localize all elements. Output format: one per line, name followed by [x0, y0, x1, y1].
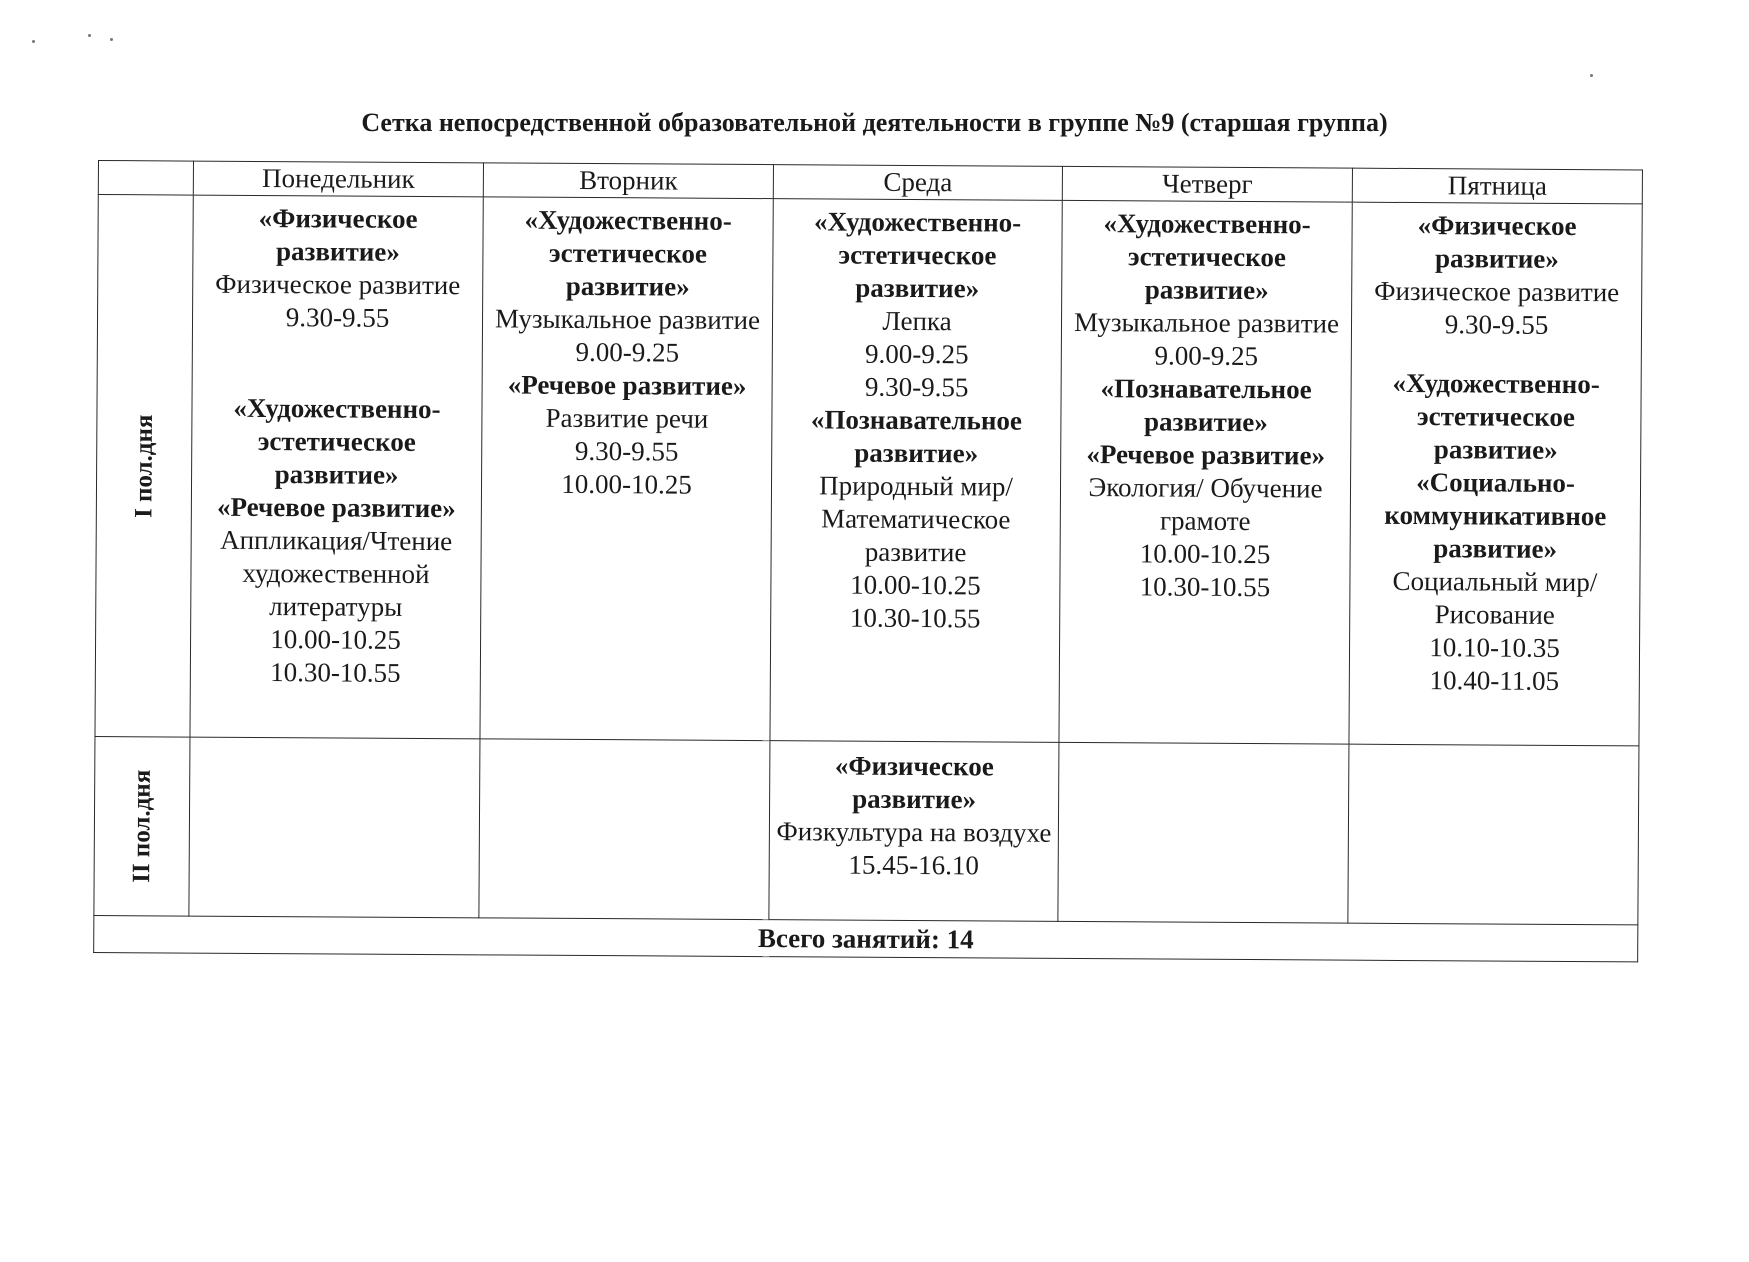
- second-half-label: II пол.дня: [128, 769, 156, 883]
- thursday-area-1: «Художественно-эстетическое развитие»: [1103, 208, 1311, 306]
- page-title: Сетка непосредственной образовательной деятельности в группе №9 (старшая группа): [361, 108, 1388, 137]
- schedule-table: [93, 160, 1643, 962]
- monday-area-2: «Художественно-эстетическое развитие»: [233, 392, 441, 490]
- cell-friday-second-half: [1348, 744, 1639, 925]
- cell-thursday-second-half: [1058, 742, 1349, 923]
- tuesday-activity-2: Развитие речи: [545, 402, 709, 434]
- wednesday-area-2: «Познавательное развитие»: [810, 404, 1023, 469]
- thursday-time-2: 10.00-10.25: [1139, 538, 1271, 570]
- thursday-area-3: «Речевое развитие»: [1086, 439, 1326, 471]
- thursday-time-3: 10.30-10.55: [1139, 571, 1271, 603]
- friday-area-2: «Художественно-эстетическое развитие»: [1392, 367, 1600, 465]
- cell-friday-first-half: [1349, 202, 1642, 746]
- thursday-time-1: 9.00-9.25: [1154, 340, 1259, 372]
- wednesday-area-1: «Художественно-эстетическое развитие»: [813, 206, 1022, 304]
- monday-area-3: «Речевое развитие»: [216, 491, 456, 524]
- second-half-row: [94, 736, 1639, 924]
- cell-monday-first-half: [190, 195, 483, 739]
- wednesday-activity-2: Природный мир/Математическое развитие: [819, 470, 1013, 568]
- monday-time-3: 10.30-10.55: [270, 657, 401, 688]
- friday-time-1: 9.30-9.55: [1444, 309, 1549, 340]
- wednesday-time-2: 9.30-9.55: [864, 371, 969, 403]
- day-header-monday: Понедельник: [193, 161, 483, 197]
- day-header-thursday: Четверг: [1062, 166, 1352, 202]
- tuesday-area-1: «Художественно-эстетическое развитие»: [524, 204, 732, 302]
- friday-time-3: 10.40-11.05: [1429, 665, 1560, 696]
- day-header-friday: Пятница: [1352, 168, 1642, 204]
- monday-activity-1: Физическое развитие: [215, 268, 461, 301]
- scan-speck: [110, 38, 113, 41]
- scan-speck: [88, 34, 91, 37]
- cell-tuesday-first-half: [480, 197, 773, 741]
- friday-activity-2: Социальный мир/Рисование: [1392, 565, 1598, 630]
- tuesday-time-3: 10.00-10.25: [561, 468, 692, 500]
- thursday-area-2: «Познавательное развитие»: [1100, 373, 1312, 438]
- cell-tuesday-second-half: [479, 739, 770, 920]
- monday-activity-2: Аппликация/Чтение художественной литературы: [220, 524, 453, 622]
- wednesday-pm-activity-1: Физкультура на воздухе: [776, 816, 1052, 848]
- thursday-activity-2: Экология/ Обучение грамоте: [1088, 472, 1323, 537]
- corner-cell: [98, 161, 193, 196]
- scan-speck: [1590, 74, 1593, 77]
- cell-wednesday-first-half: [770, 199, 1062, 743]
- monday-time-1: 9.30-9.55: [285, 302, 390, 333]
- day-header-wednesday: Среда: [773, 165, 1062, 201]
- monday-area-1: «Физическое развитие»: [258, 202, 418, 267]
- first-half-label-cell: [95, 195, 193, 738]
- wednesday-time-4: 10.30-10.55: [849, 602, 981, 634]
- tuesday-time-2: 9.30-9.55: [574, 435, 679, 467]
- tuesday-activity-1: Музыкальное развитие: [494, 303, 761, 336]
- second-half-label-cell: [94, 736, 190, 916]
- monday-time-2: 10.00-10.25: [270, 624, 401, 655]
- wednesday-pm-area-1: «Физическое развитие»: [834, 750, 994, 815]
- wednesday-time-1: 9.00-9.25: [864, 338, 969, 370]
- first-half-row: [95, 195, 1642, 746]
- tuesday-area-2: «Речевое развитие»: [507, 369, 747, 401]
- scan-speck: [32, 40, 35, 43]
- wednesday-time-3: 10.00-10.25: [850, 569, 981, 601]
- day-header-tuesday: Вторник: [483, 163, 773, 199]
- friday-time-2: 10.10-10.35: [1429, 632, 1560, 663]
- cell-thursday-first-half: [1059, 200, 1352, 744]
- thursday-activity-1: Музыкальное развитие: [1073, 306, 1340, 339]
- friday-activity-1: Физическое развитие: [1374, 275, 1620, 308]
- friday-area-3: «Социально-коммуникативное развитие»: [1384, 467, 1607, 564]
- cell-wednesday-second-half: [769, 741, 1059, 922]
- friday-area-1: «Физическое развитие»: [1417, 210, 1577, 274]
- wednesday-pm-time-1: 15.45-16.10: [848, 849, 980, 881]
- total-count: Всего занятий: 14: [94, 915, 1638, 961]
- tuesday-time-1: 9.00-9.25: [575, 336, 680, 368]
- cell-monday-second-half: [189, 737, 480, 918]
- first-half-label: I пол.дня: [130, 414, 158, 518]
- wednesday-activity-1: Лепка: [882, 305, 952, 337]
